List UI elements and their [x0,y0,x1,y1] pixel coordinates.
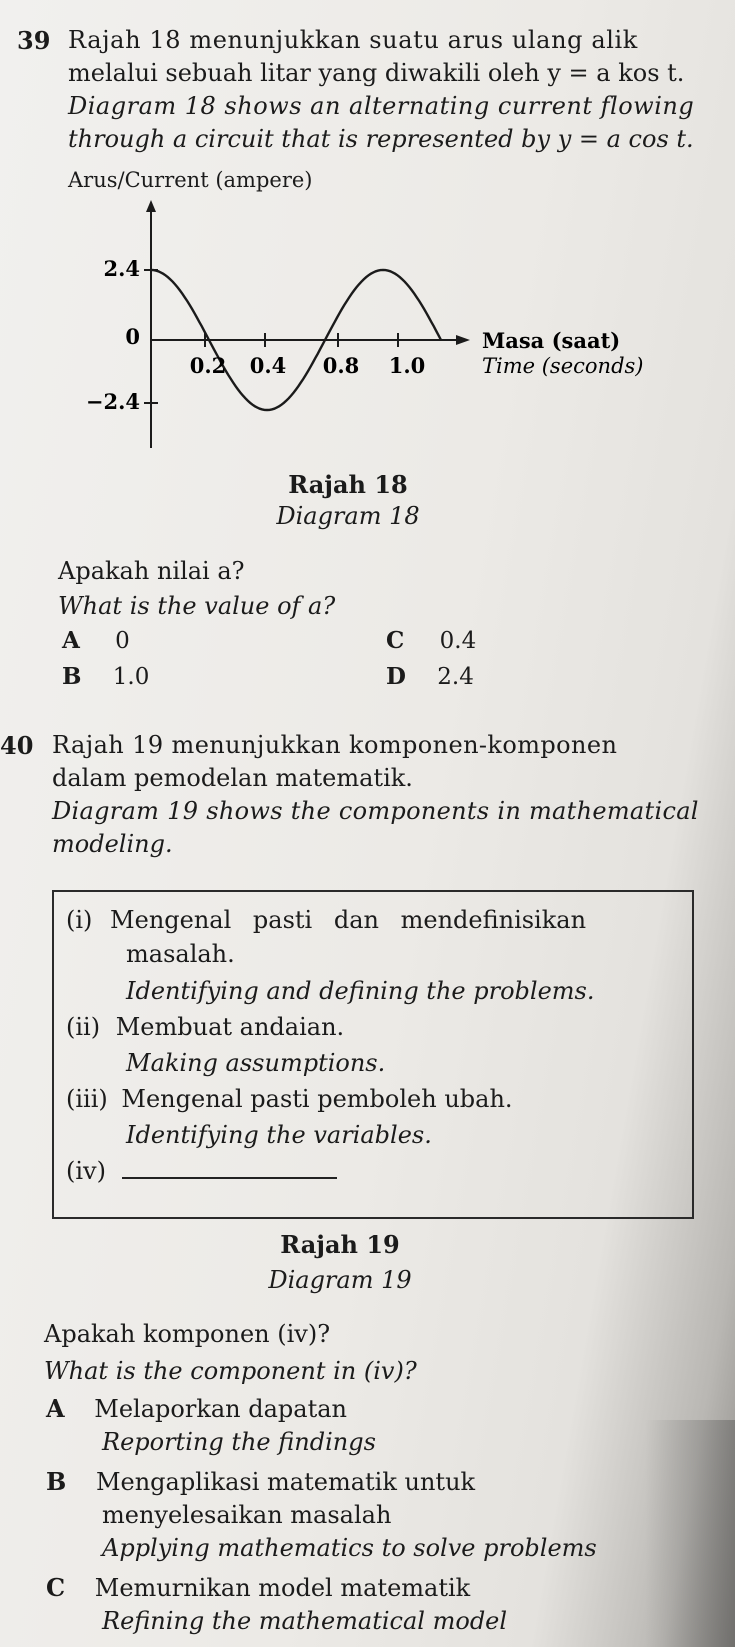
q39-option-c[interactable] [386,627,476,654]
q40-option-a[interactable] [46,1392,646,1459]
x-axis-label-malay: Masa (saat) [482,328,621,353]
component-iii-english: Identifying the variables. [126,1121,432,1149]
component-ii [66,1011,344,1044]
q39-question-malay: Apakah nilai a? [58,557,245,585]
question-40-number: 40 [0,731,34,760]
chart-ylabel: Arus/Current (ampere) [68,168,313,192]
component-iv [66,1155,337,1188]
q40-question-malay: Apakah komponen (iv)? [44,1320,331,1348]
q39-option-d-letter: D [386,663,406,690]
x-tick-label-0.2: 0.2 [189,353,227,378]
question-40-text [52,729,712,861]
q40-option-b-letter: B [46,1467,67,1496]
diagram-19-box [52,890,694,1219]
q39-option-b-text: 1.0 [112,664,150,690]
component-iii [66,1083,513,1116]
y-tick-label-0: 0 [125,324,140,349]
diagram-19-caption-malay: Rajah 19 [280,1230,400,1259]
component-iii-label: (iii) [66,1085,108,1113]
q39-option-a-text: 0 [115,628,130,654]
y-tick-label-2.4: 2.4 [103,256,140,281]
x-tick-label-0.8: 0.8 [322,353,360,378]
q40-option-c-english: Refining the mathematical model [102,1607,508,1635]
page-edge-shadow [645,1420,735,1647]
component-iii-malay: Mengenal pasti pemboleh ubah. [121,1085,513,1113]
q40-option-a-letter: A [46,1394,65,1423]
q40-english-line1: Diagram 19 shows the components in mathematical [52,797,699,825]
component-i [66,904,586,937]
q40-option-b-malay: Mengaplikasi matematik untuk [95,1468,476,1496]
q39-option-c-letter: C [386,627,405,654]
component-i-label: (i) [66,906,93,934]
q40-option-c-malay: Memurnikan model matematik [94,1574,471,1602]
component-ii-english: Making assumptions. [126,1049,386,1077]
y-tick-label-neg-2.4: −2.4 [85,389,140,414]
q40-option-c-letter: C [46,1573,66,1602]
q40-option-b-malay-cont: menyelesaikan masalah [102,1501,392,1529]
q39-english-line1: Diagram 18 shows an alternating current flowing [68,92,695,120]
q39-english-line2: through a circuit that is represented by y = a cos t. [68,125,694,153]
q39-option-b[interactable] [62,663,149,690]
x-axis-arrow [456,335,470,345]
q40-option-a-english: Reporting the findings [102,1428,376,1456]
q39-option-a[interactable] [62,627,130,654]
q39-option-c-text: 0.4 [439,628,477,654]
question-39-text-malay [68,24,708,156]
q40-option-b-english: Applying mathematics to solve problems [102,1534,597,1562]
q39-malay-line1: Rajah 18 menunjukkan suatu arus ulang alik [68,26,638,54]
q39-option-d[interactable] [386,663,474,690]
q40-option-c[interactable] [46,1571,656,1638]
component-ii-label: (ii) [66,1013,101,1041]
diagram-18-caption-english: Diagram 18 [276,502,420,530]
component-ii-malay: Membuat andaian. [115,1013,345,1041]
x-tick-label-1.0: 1.0 [388,353,426,378]
q39-malay-line2: melalui sebuah litar yang diwakili oleh y = a kos t. [68,59,685,87]
q39-option-d-text: 2.4 [437,664,474,690]
q39-question-english: What is the value of a? [58,592,336,620]
current-time-graph [60,198,660,468]
y-axis-arrow [146,200,156,212]
x-axis-label-english: Time (seconds) [482,354,644,378]
diagram-18-caption-malay: Rajah 18 [288,470,408,499]
component-i-malay-cont: masalah. [126,940,235,968]
component-iv-label: (iv) [66,1157,106,1185]
q39-option-b-letter: B [62,663,82,690]
diagram-19-caption-english: Diagram 19 [268,1266,412,1294]
q40-option-b[interactable] [46,1465,656,1565]
q39-option-a-letter: A [62,627,80,654]
component-i-malay: Mengenal pasti dan mendefinisikan [110,906,587,934]
component-iv-blank [122,1157,337,1179]
x-tick-label-0.4: 0.4 [249,353,287,378]
q40-option-a-malay: Melaporkan dapatan [94,1395,348,1423]
question-39-number: 39 [17,26,51,55]
q40-english-line2: modeling. [52,830,173,858]
q40-malay-line2: dalam pemodelan matematik. [52,764,413,792]
component-i-english: Identifying and defining the problems. [126,977,595,1005]
q40-malay-line1: Rajah 19 menunjukkan komponen-komponen [52,731,618,759]
q40-question-english: What is the component in (iv)? [44,1357,417,1385]
